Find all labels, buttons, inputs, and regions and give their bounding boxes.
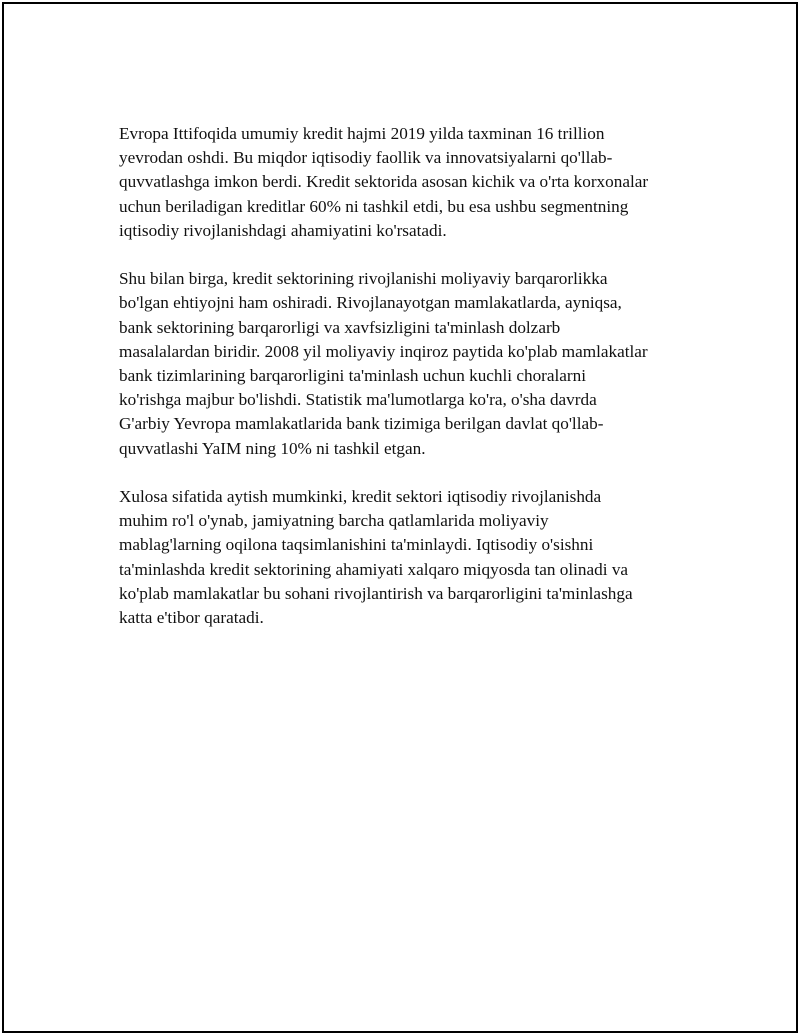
text-line: ta'minlashda kredit sektorining ahamiyati xalqaro miqyosda tan olinadi va: [119, 559, 629, 579]
text-line: Xulosa sifatida aytish mumkinki, kredit sektori iqtisodiy rivojlanishda: [119, 487, 602, 507]
text-line: uchun beriladigan kreditlar 60% ni tashkil etdi, bu esa ushbu segmentning: [119, 196, 629, 216]
paragraph-1: [119, 122, 694, 243]
text-line: bank sektorining barqarorligi va xavfsizligini ta'minlash dolzarb: [119, 317, 561, 337]
text-line: muhim ro'l o'ynab, jamiyatning barcha qatlamlarida moliyaviy: [119, 511, 549, 531]
text-line: bo'lgan ehtiyojni ham oshiradi. Rivojlanayotgan mamlakatlarda, ayniqsa,: [119, 293, 622, 313]
text-line: ko'plab mamlakatlar bu sohani rivojlantirish va barqarorligini ta'minlashga: [119, 583, 633, 603]
document-body: [119, 122, 694, 654]
paragraph-2: [119, 267, 694, 461]
text-line: G'arbiy Yevropa mamlakatlarida bank tizimiga berilgan davlat qo'llab-: [119, 414, 604, 434]
text-line: katta e'tibor qaratadi.: [119, 608, 264, 628]
text-line: quvvatlashi YaIM ning 10% ni tashkil etgan.: [119, 438, 426, 458]
text-line: ko'rishga majbur bo'lishdi. Statistik ma'lumotlarga ko'ra, o'sha davrda: [119, 390, 597, 410]
text-line: yevrodan oshdi. Bu miqdor iqtisodiy faollik va innovatsiyalarni qo'llab-: [119, 148, 613, 168]
text-line: iqtisodiy rivojlanishdagi ahamiyatini ko'rsatadi.: [119, 220, 447, 240]
text-line: bank tizimlarining barqarorligini ta'minlash uchun kuchli choralarni: [119, 366, 587, 386]
text-line: masalalardan biridir. 2008 yil moliyaviy inqiroz paytida ko'plab mamlakatlar: [119, 341, 648, 361]
document-page: [2, 2, 798, 1033]
text-line: Evropa Ittifoqida umumiy kredit hajmi 2019 yilda taxminan 16 trillion: [119, 124, 605, 143]
paragraph-3: [119, 485, 694, 630]
text-line: mablag'larning oqilona taqsimlanishini ta'minlaydi. Iqtisodiy o'sishni: [119, 535, 594, 555]
text-line: Shu bilan birga, kredit sektorining rivojlanishi moliyaviy barqarorlikka: [119, 269, 608, 289]
text-line: quvvatlashga imkon berdi. Kredit sektorida asosan kichik va o'rta korxonalar: [119, 172, 649, 192]
